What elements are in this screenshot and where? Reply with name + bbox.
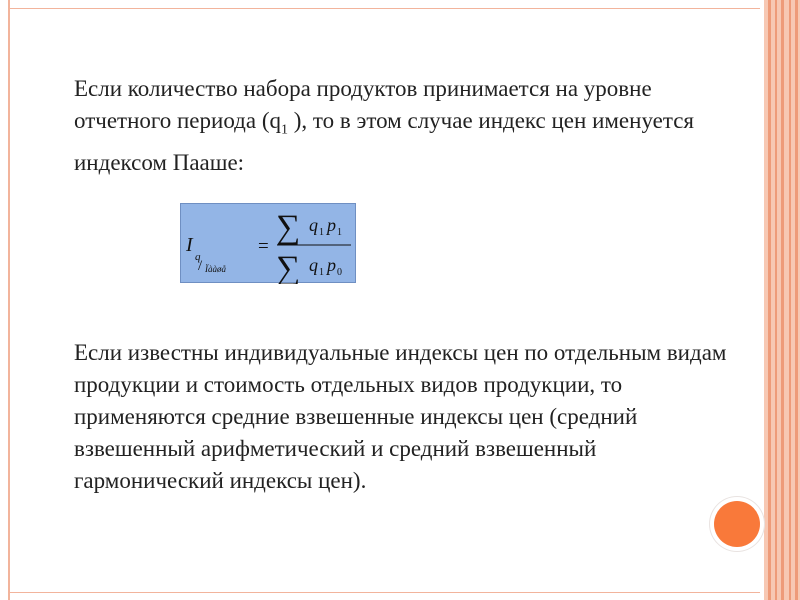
paragraph-text: Если количество набора продуктов принимается на уровне отчетного периода (q [74,76,652,133]
numerator-p: p [327,215,336,235]
denominator-q: q [309,255,318,275]
formula-svg [181,204,357,284]
decorative-stripe [795,0,798,600]
equals-sign: = [258,236,269,257]
decorative-stripe [775,0,777,600]
index-subscript-q: q [195,251,201,263]
paragraph-text: ), то в этом случае индекс цен именуется индексом Пааше: [74,108,694,175]
sum-symbol-numerator: ∑ [276,209,301,246]
numerator-q: q [309,215,318,235]
sum-symbol-denominator: ∑ [276,250,301,284]
frame-left-line [8,0,10,600]
index-subscript-slash: / [198,258,203,274]
decorative-stripe [768,0,771,600]
index-symbol: I [186,234,193,256]
paasche-description [74,73,734,179]
index-subscript-name: Ïààøå [205,264,226,274]
decorative-stripe [781,0,784,600]
weighted-indices-description: Если известны индивидуальные индексы цен по отдельным видам продукции и стоимость отдельных видов продукции, то применяются средние взвешенные индексы цен (средний взвешенный арифметический и средний взвешенный гармонический индексы цен). [74,340,727,493]
q1-subscript: 1 [280,122,288,138]
paasche-formula [180,203,356,283]
decorative-stripe [789,0,791,600]
numerator-p-subscript: 1 [337,227,342,238]
denominator-p-subscript: 0 [337,267,342,278]
numerator-q-subscript: 1 [319,227,324,238]
frame-top-line [8,8,760,9]
denominator-q-subscript: 1 [319,267,324,278]
denominator-p: p [327,255,336,275]
frame-bottom-line [8,592,760,593]
decorative-circle [714,501,760,547]
